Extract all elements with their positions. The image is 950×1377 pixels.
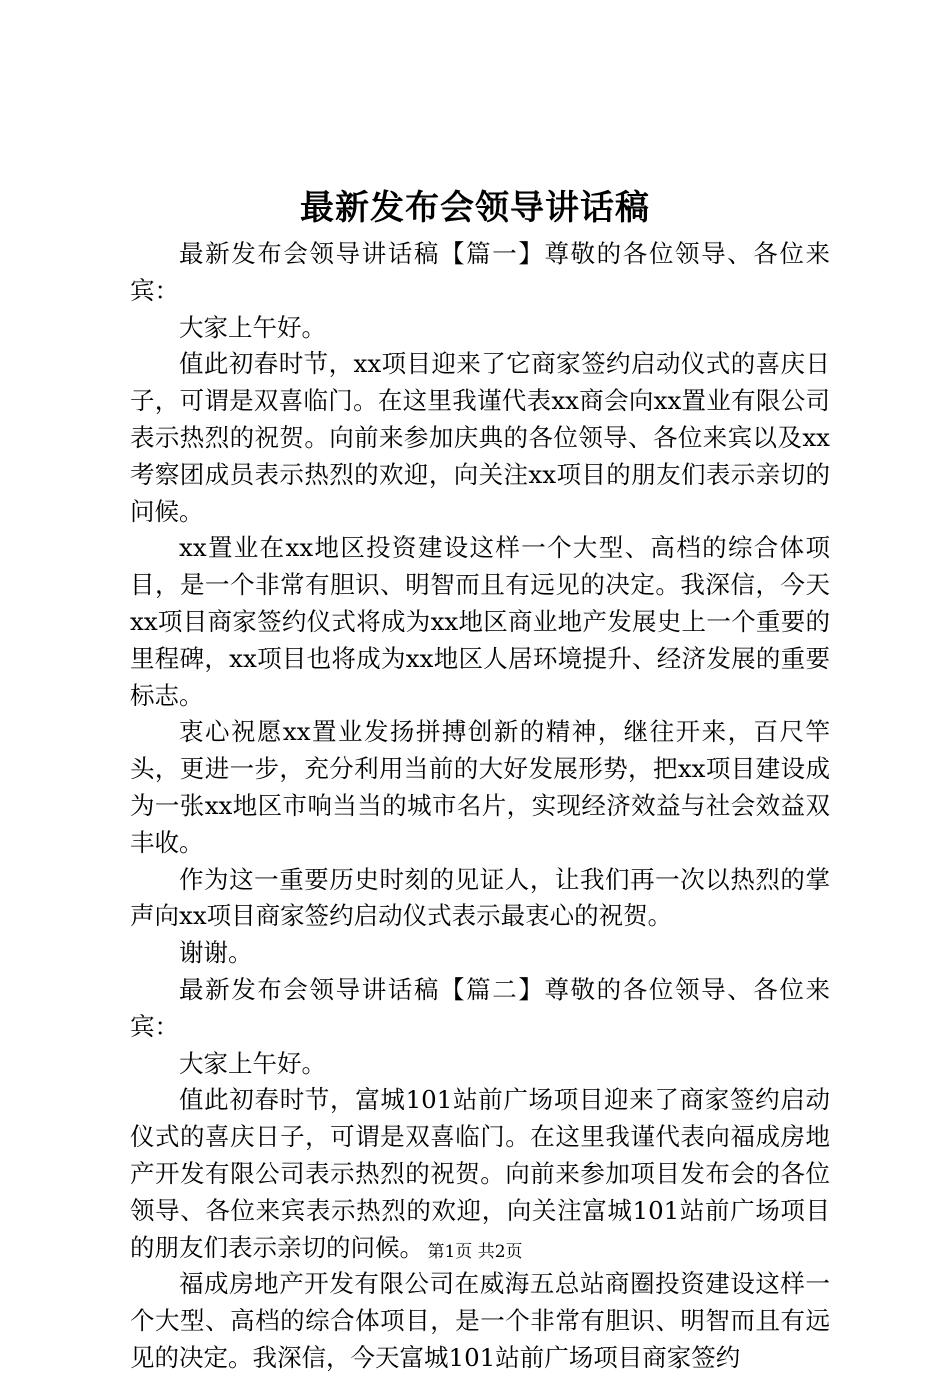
paragraph: 值此初春时节，富城101站前广场项目迎来了商家签约启动仪式的喜庆日子，可谓是双喜临门。在这里我谨代表向福成房地产开发有限公司表示热烈的祝贺。向前来参加项目发布会的各位领导、各位来宾表示热烈的欢迎，向关注富城101站前广场项目的朋友们表示亲切的问候。 xyxy=(130,1085,830,1262)
paragraph: 福成房地产开发有限公司在威海五总站商圈投资建设这样一个大型、高档的综合体项目，是一个非常有胆识、明智而且有远见的决定。我深信，今天富城101站前广场项目商家签约 xyxy=(130,1269,830,1372)
paragraph: 衷心祝愿xx置业发扬拼搏创新的精神，继往开来，百尺竿头，更进一步，充分利用当前的大好发展形势，把xx项目建设成为一张xx地区市响当当的城市名片，实现经济效益与社会效益双丰收。 xyxy=(130,717,830,857)
paragraph: 最新发布会领导讲话稿【篇二】尊敬的各位领导、各位来宾： xyxy=(130,974,830,1041)
paragraph: 谢谢。 xyxy=(179,938,253,968)
document-body xyxy=(130,236,830,1377)
paragraph: 大家上午好。 xyxy=(179,312,326,342)
page-footer: 第1页 共2页 xyxy=(427,1242,523,1262)
paragraph: 作为这一重要历史时刻的见证人，让我们再一次以热烈的掌声向xx项目商家签约启动仪式表示最衷心的祝贺。 xyxy=(130,864,830,931)
paragraph: xx置业在xx地区投资建设这样一个大型、高档的综合体项目，是一个非常有胆识、明智而且有远见的决定。我深信，今天xx项目商家签约仪式将成为xx地区商业地产发展史上一个重要的里程碑，xx项目也将成为xx地区人居环境提升、经济发展的重要标志。 xyxy=(130,533,830,710)
paragraph: 值此初春时节，xx项目迎来了它商家签约启动仪式的喜庆日子，可谓是双喜临门。在这里我谨代表xx商会向xx置业有限公司表示热烈的祝贺。向前来参加庆典的各位领导、各位来宾以及xx考察团成员表示热烈的欢迎，向关注xx项目的朋友们表示亲切的问候。 xyxy=(130,349,830,526)
paragraph: 最新发布会领导讲话稿【篇一】尊敬的各位领导、各位来宾： xyxy=(130,239,830,305)
document-title: 最新发布会领导讲话稿 xyxy=(300,188,650,228)
paragraph: 大家上午好。 xyxy=(179,1048,326,1078)
